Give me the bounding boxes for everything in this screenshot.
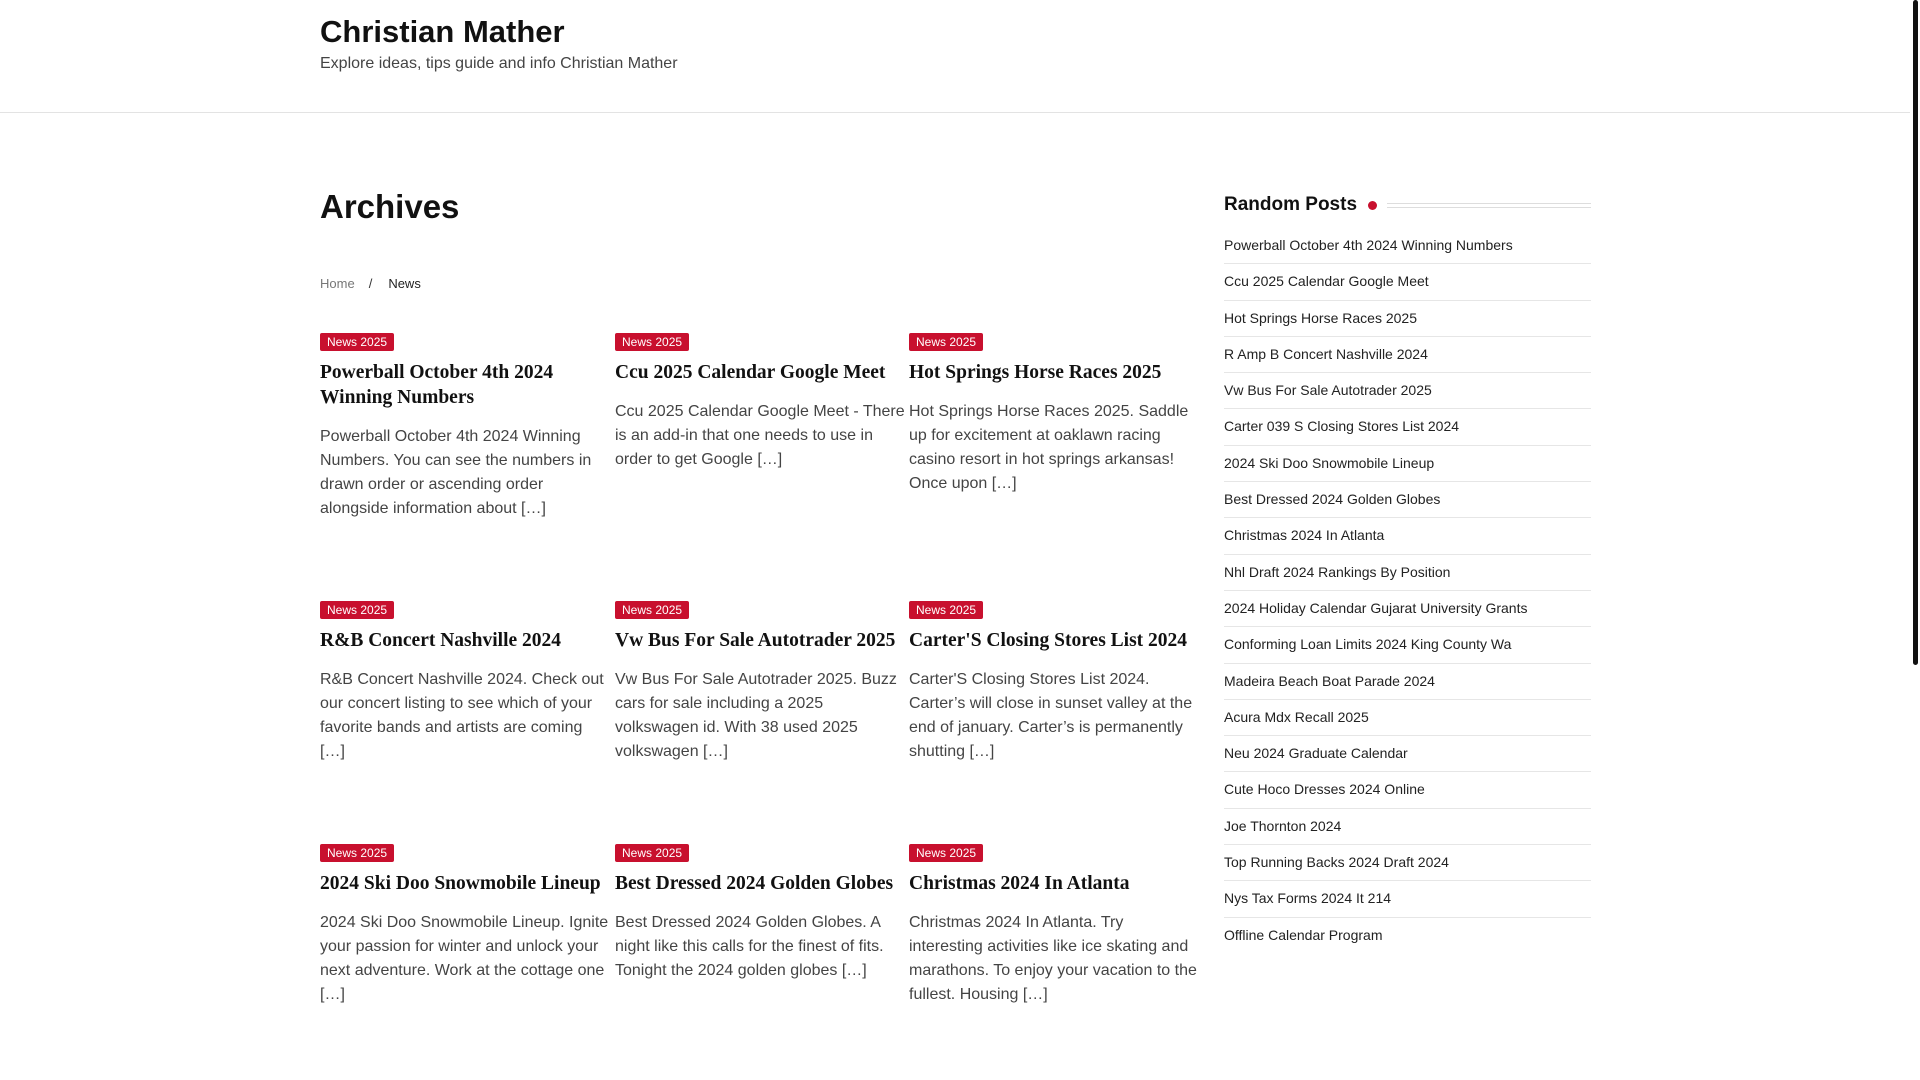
post-card xyxy=(320,844,610,1007)
page-title: Archives xyxy=(320,188,460,225)
category-badge[interactable]: News 2025 xyxy=(320,333,394,351)
random-post-link[interactable]: Joe Thornton 2024 xyxy=(1224,809,1591,845)
category-badge[interactable]: News 2025 xyxy=(615,333,689,351)
accent-dot-icon xyxy=(1368,201,1377,210)
random-post-link[interactable]: Carter 039 S Closing Stores List 2024 xyxy=(1224,409,1591,445)
random-post-link[interactable]: Cute Hoco Dresses 2024 Online xyxy=(1224,772,1591,808)
post-excerpt: 2024 Ski Doo Snowmobile Lineup. Ignite your passion for winter and unlock your next adventure. Work at the cottage one […] xyxy=(320,914,609,1003)
post-excerpt: Carter'S Closing Stores List 2024. Carter’s will close in sunset valley at the end of january. Carter’s is permanently shutting […] xyxy=(909,671,1193,760)
breadcrumb-home-link[interactable]: Home xyxy=(320,276,355,291)
random-post-link[interactable]: Madeira Beach Boat Parade 2024 xyxy=(1224,664,1591,700)
post-title[interactable]: Hot Springs Horse Races 2025 xyxy=(909,362,1162,383)
random-post-link[interactable]: Neu 2024 Graduate Calendar xyxy=(1224,736,1591,772)
post-card xyxy=(320,601,610,764)
random-post-link[interactable]: Offline Calendar Program xyxy=(1224,926,1383,943)
random-post-link[interactable]: Christmas 2024 In Atlanta xyxy=(1224,518,1591,554)
site-description: Explore ideas, tips guide and info Christian Mather xyxy=(320,55,678,72)
site-title[interactable]: Christian Mather xyxy=(320,14,565,49)
random-post-link[interactable]: Vw Bus For Sale Autotrader 2025 xyxy=(1224,373,1591,409)
category-badge[interactable]: News 2025 xyxy=(909,333,983,351)
random-post-link[interactable]: Hot Springs Horse Races 2025 xyxy=(1224,301,1591,337)
category-badge[interactable]: News 2025 xyxy=(320,844,394,862)
post-excerpt: Best Dressed 2024 Golden Globes. A night like this calls for the finest of fits. Tonight the 2024 golden globes […] xyxy=(615,914,884,979)
post-title[interactable]: Powerball October 4th 2024 Winning Numbers xyxy=(320,362,554,408)
widget-title-rule xyxy=(1387,203,1591,208)
random-post-link[interactable]: Powerball October 4th 2024 Winning Numbers xyxy=(1224,228,1591,264)
random-post-link[interactable]: Ccu 2025 Calendar Google Meet xyxy=(1224,264,1591,300)
post-excerpt: Powerball October 4th 2024 Winning Numbers. You can see the numbers in drawn order or ascending order alongside information about […] xyxy=(320,428,592,517)
post-card xyxy=(909,844,1199,1007)
post-card xyxy=(909,333,1199,496)
random-post-link[interactable]: Acura Mdx Recall 2025 xyxy=(1224,700,1591,736)
random-posts-list xyxy=(1224,228,1591,954)
breadcrumb xyxy=(320,276,421,291)
post-title[interactable]: Carter'S Closing Stores List 2024 xyxy=(909,630,1188,651)
post-title[interactable]: Christmas 2024 In Atlanta xyxy=(909,873,1130,894)
random-post-link[interactable]: Conforming Loan Limits 2024 King County Wa xyxy=(1224,627,1591,663)
vertical-scrollbar[interactable] xyxy=(1910,0,1920,1080)
category-badge[interactable]: News 2025 xyxy=(320,601,394,619)
random-post-link[interactable]: Best Dressed 2024 Golden Globes xyxy=(1224,482,1591,518)
site-header xyxy=(0,0,1910,113)
random-post-link[interactable]: 2024 Holiday Calendar Gujarat University Grants xyxy=(1224,591,1591,627)
random-post-link[interactable]: Top Running Backs 2024 Draft 2024 xyxy=(1224,845,1591,881)
random-post-link[interactable]: Nhl Draft 2024 Rankings By Position xyxy=(1224,555,1591,591)
post-excerpt: Ccu 2025 Calendar Google Meet - There is an add-in that one needs to use in order to get Google […] xyxy=(615,403,905,468)
post-card xyxy=(615,333,905,472)
post-card xyxy=(320,333,610,521)
random-posts-widget-header xyxy=(1224,190,1591,220)
post-card xyxy=(615,844,905,983)
widget-title: Random Posts xyxy=(1224,194,1358,215)
post-excerpt: Vw Bus For Sale Autotrader 2025. Buzz cars for sale including a 2025 volkswagen id. With 38 used 2025 volkswagen […] xyxy=(615,671,897,760)
random-post-link[interactable]: R Amp B Concert Nashville 2024 xyxy=(1224,337,1591,373)
sidebar xyxy=(1224,190,1591,954)
random-post-link[interactable]: 2024 Ski Doo Snowmobile Lineup xyxy=(1224,446,1591,482)
post-excerpt: Christmas 2024 In Atlanta. Try interesting activities like ice skating and marathons. To enjoy your vacation to the fullest. Housing […] xyxy=(909,914,1197,1003)
scrollbar-thumb[interactable] xyxy=(1913,0,1918,665)
post-title[interactable]: Best Dressed 2024 Golden Globes xyxy=(615,873,894,894)
random-post-link[interactable]: Nys Tax Forms 2024 It 214 xyxy=(1224,881,1591,917)
post-card xyxy=(615,601,905,764)
post-card xyxy=(909,601,1199,764)
breadcrumb-separator: / xyxy=(368,276,373,291)
post-title[interactable]: Vw Bus For Sale Autotrader 2025 xyxy=(615,630,896,651)
category-badge[interactable]: News 2025 xyxy=(615,844,689,862)
breadcrumb-current: News xyxy=(388,276,421,291)
category-badge[interactable]: News 2025 xyxy=(615,601,689,619)
post-title[interactable]: R&B Concert Nashville 2024 xyxy=(320,630,562,651)
post-title[interactable]: 2024 Ski Doo Snowmobile Lineup xyxy=(320,873,601,894)
post-title[interactable]: Ccu 2025 Calendar Google Meet xyxy=(615,362,886,383)
category-badge[interactable]: News 2025 xyxy=(909,601,983,619)
category-badge[interactable]: News 2025 xyxy=(909,844,983,862)
post-excerpt: R&B Concert Nashville 2024. Check out our concert listing to see which of your favorite bands and artists are coming […] xyxy=(320,671,604,760)
post-excerpt: Hot Springs Horse Races 2025. Saddle up for excitement at oaklawn racing casino resort in hot springs arkansas! Once upon […] xyxy=(909,403,1189,492)
